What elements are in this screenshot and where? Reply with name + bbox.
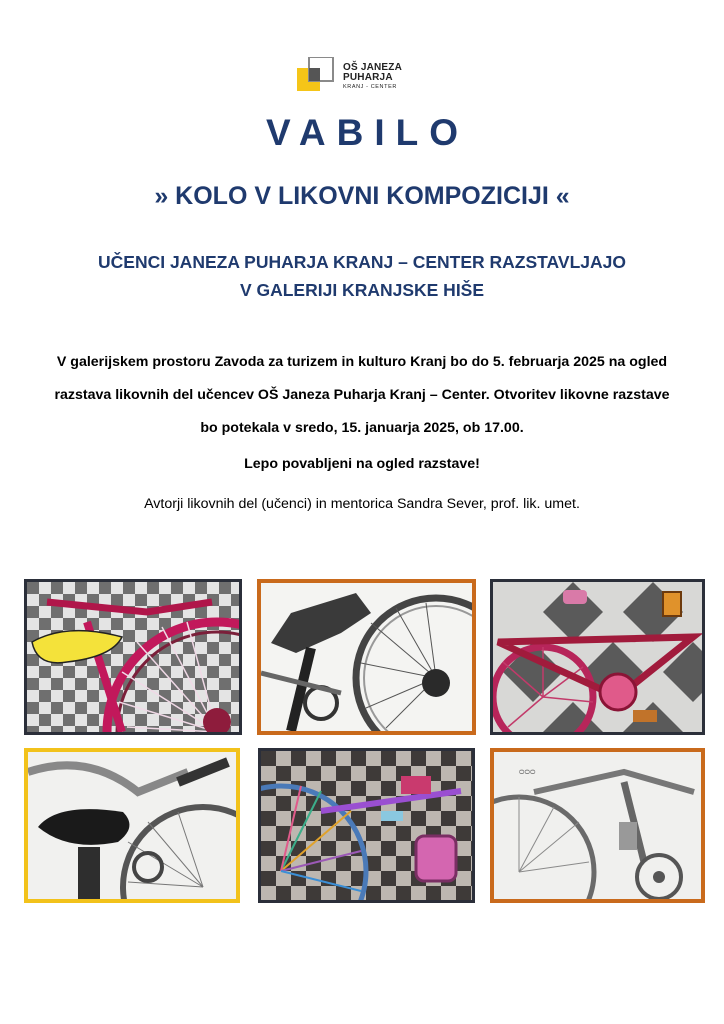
subheading-line-2: V GALERIJI KRANJSKE HIŠE — [239, 280, 485, 300]
artwork-6-image — [494, 752, 701, 899]
school-logo-mark-icon — [297, 57, 337, 91]
logo-line-3: KRANJ - CENTER — [343, 84, 397, 90]
authors-credit: Avtorji likovnih del (učenci) in mentorica Sandra Sever, prof. lik. umet. — [144, 496, 580, 512]
body-line-3: bo potekala v sredo, 15. januarja 2025, ob 17.00. — [200, 420, 524, 436]
exhibition-subheading — [0, 248, 724, 304]
artwork-2 — [257, 579, 476, 735]
invitation-body — [30, 346, 694, 445]
greeting: Lepo povabljeni na ogled razstave! — [244, 456, 480, 472]
logo-line-2: PUHARJA — [343, 72, 393, 83]
invitation-title: VABILO — [265, 112, 470, 153]
artwork-5-image — [261, 751, 472, 900]
artwork-1-image — [27, 582, 239, 732]
artwork-1 — [24, 579, 242, 735]
body-line-2: razstava likovnih del učencev OŠ Janeza Puharja Kranj – Center. Otvoritev likovne razstave — [54, 387, 670, 403]
artwork-4 — [24, 748, 240, 903]
artwork-3-image — [493, 582, 702, 732]
exhibition-title: » KOLO V LIKOVNI KOMPOZICIJI « — [154, 182, 570, 210]
subheading-line-1: UČENCI JANEZA PUHARJA KRANJ – CENTER RAZSTAVLJAJO — [98, 252, 626, 272]
artwork-3 — [490, 579, 705, 735]
artwork-6 — [490, 748, 705, 903]
school-logo — [297, 57, 417, 93]
artwork-5 — [258, 748, 475, 903]
body-line-1: V galerijskem prostoru Zavoda za turizem in kulturo Kranj bo do 5. februarja 2025 na ogled — [56, 354, 668, 370]
artwork-2-image — [261, 583, 472, 731]
logo-line-1: OŠ JANEZA — [343, 62, 403, 73]
artwork-4-image — [28, 752, 236, 899]
svg-text:ᴑᴑᴑ: ᴑᴑᴑ — [519, 766, 536, 776]
